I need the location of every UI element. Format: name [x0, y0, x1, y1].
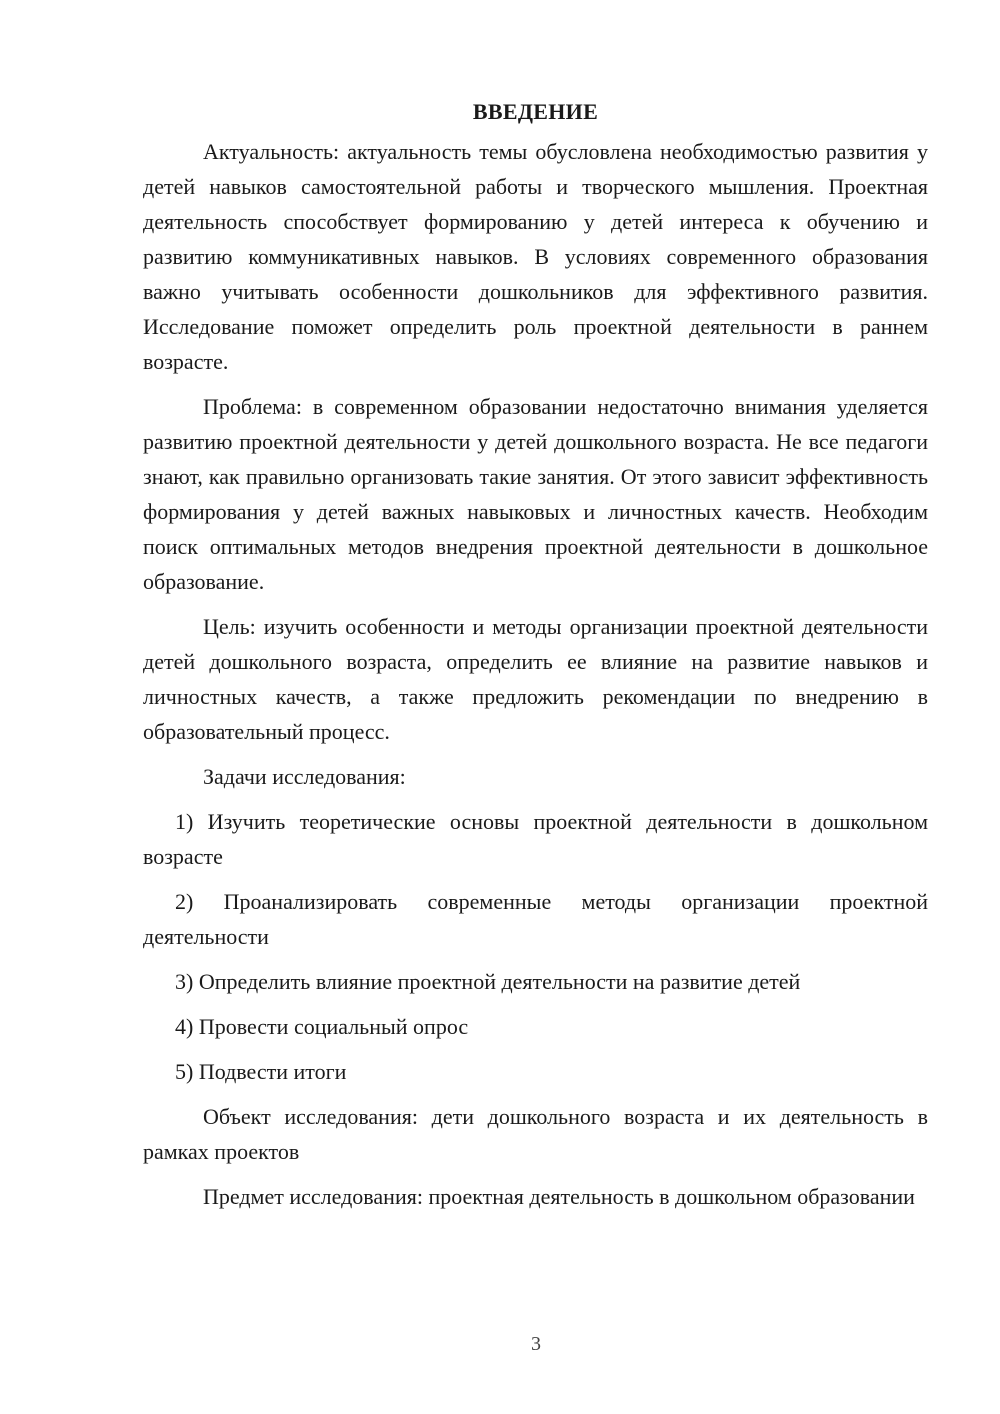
section-title: ВВЕДЕНИЕ	[472, 99, 599, 124]
paragraph-goal: Цель: изучить особенности и методы организации проектной деятельности детей дошкольного возраста, определить ее влияние на развитие навыков и личностных качеств, а также предложить рекомендации по внедрению в образовательный процесс.	[143, 614, 928, 744]
page-number: 3	[531, 1333, 541, 1355]
list-item: 3) Определить влияние проектной деятельности на развитие детей	[175, 969, 801, 994]
list-item: 1) Изучить теоретические основы проектной деятельности в дошкольном возрасте	[143, 809, 928, 869]
paragraph-object: Объект исследования: дети дошкольного возраста и их деятельность в рамках проектов	[143, 1104, 928, 1164]
list-item: 4) Провести социальный опрос	[175, 1014, 469, 1039]
paragraph-relevance: Актуальность: актуальность темы обусловлена необходимостью развития у детей навыков самостоятельной работы и творческого мышления. Проектная деятельность способствует формированию у детей интереса к обучению и развитию коммуникативных навыков. В условиях современного образования важно учитывать особенности дошкольников для эффективного развития. Исследование поможет определить роль проектной деятельности в раннем возрасте.	[143, 139, 928, 374]
tasks-list	[143, 804, 928, 1089]
document-page	[143, 92, 928, 1214]
paragraph-subject: Предмет исследования: проектная деятельность в дошкольном образовании	[203, 1184, 915, 1209]
list-item: 2) Проанализировать современные методы организации проектной деятельности	[143, 889, 928, 949]
list-item: 5) Подвести итоги	[175, 1059, 347, 1084]
paragraph-problem: Проблема: в современном образовании недостаточно внимания уделяется развитию проектной деятельности у детей дошкольного возраста. Не все педагоги знают, как правильно организовать такие занятия. От этого зависит эффективность формирования у детей важных навыковых и личностных качеств. Необходим поиск оптимальных методов внедрения проектной деятельности в дошкольное образование.	[143, 394, 928, 594]
tasks-heading: Задачи исследования:	[203, 764, 406, 789]
